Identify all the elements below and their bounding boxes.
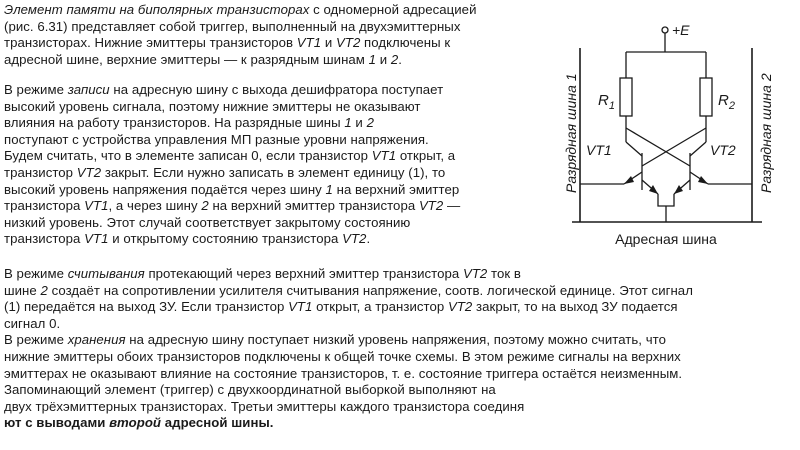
intro-line-2: (рис. 6.31) представляет собой триггер, выполненный на двухэмиттерных <box>4 18 461 34</box>
transistor-vt2 <box>674 142 708 194</box>
vt2-label: VT2 <box>710 142 736 158</box>
resistor-r2 <box>700 78 712 116</box>
read-line-1: В режиме считывания протекающий через верхний эмиттер транзистора VT2 ток в <box>4 266 521 281</box>
write-mode-term: записи <box>67 82 110 97</box>
r1-label: $R_1$ <box>598 92 615 112</box>
intro-line-1: Элемент памяти на биполярных транзисторах с одномерной адресацией <box>4 2 477 17</box>
supply-label: +E <box>672 22 690 38</box>
address-bus-label: Адресная шина <box>615 231 717 247</box>
r2-label: $R_2$ <box>718 92 735 112</box>
store-line-5: двух трёхэмиттерных транзисторах. Третьи эмиттеры каждого транзистора соединя <box>4 398 525 414</box>
write-line-9: низкий уровень. Этот случай соответствует закрытому состоянию <box>4 214 411 230</box>
read-line-4: сигнал 0. <box>4 315 61 331</box>
write-line-7: высокий уровень напряжения подаётся через шину 1 на верхний эмиттер <box>4 181 460 197</box>
bit-line-1-label: Разрядная шина 1 <box>563 73 579 193</box>
supply-wire <box>626 33 706 78</box>
flip-flop-circuit-diagram <box>562 8 792 258</box>
intro-line-4: адресной шине, верхние эмиттеры — к разрядным шинам 1 и 2. <box>4 51 402 67</box>
read-mode-term: считывания <box>67 266 145 281</box>
supply-terminal <box>662 27 668 33</box>
store-line-4: Запоминающий элемент (триггер) с двухкоординатной выборкой выполняют на <box>4 382 496 398</box>
transistor-vt1 <box>624 142 658 194</box>
write-line-4: поступают с устройства управления МП разные уровни напряжения. <box>4 131 429 147</box>
write-mode-paragraph <box>4 82 529 248</box>
bit-line-2-label: Разрядная шина 2 <box>758 73 774 193</box>
intro-paragraph <box>4 2 524 68</box>
store-mode-term: хранения <box>67 332 126 348</box>
address-bus-connection <box>658 194 674 222</box>
store-line-1: В режиме хранения на адресную шину поступает низкий уровень напряжения, поэтому можно считать, что <box>4 332 666 348</box>
read-store-paragraph <box>4 266 796 432</box>
vt1-label: VT1 <box>586 142 612 158</box>
write-line-6: транзистор VT2 закрыт. Если нужно записать в элемент единицу (1), то <box>4 164 446 180</box>
write-line-10: транзистора VT1 и открытому состоянию транзистора VT2. <box>4 231 371 247</box>
collector-wires <box>626 116 706 142</box>
write-line-2: высокий уровень сигнала, поэтому нижние эмиттеры не оказывают <box>4 98 421 114</box>
write-line-5: Будем считать, что в элементе записан 0, если транзистор VT1 открыт, а <box>4 148 456 164</box>
cross-coupling-wires <box>626 128 706 166</box>
write-line-3: влияния на работу транзисторов. На разрядные шины 1 и 2 <box>4 115 374 131</box>
intro-line-3: транзисторах. Нижние эмиттеры транзисторов VT1 и VT2 подключены к <box>4 35 451 51</box>
write-line-8: транзистора VT1, а через шину 2 на верхний эмиттер транзистора VT2 — <box>4 198 461 214</box>
store-line-3: эмиттерах не оказывают влияние на состояние транзисторов, т. е. состояние триггера остаётся неизменным. <box>4 365 683 381</box>
store-line-2: нижние эмиттеры обоих транзисторов подключены к общей точке схемы. В этом режиме сигналы на верхних <box>4 348 681 364</box>
read-line-3: (1) передаётся на выход ЗУ. Если транзистор VT1 открыт, а транзистор VT2 закрыт, то на выход ЗУ подается <box>4 299 678 315</box>
store-line-6: ют с выводами второй адресной шины. <box>4 415 274 431</box>
resistor-r1 <box>620 78 632 116</box>
write-line-1: В режиме записи на адресную шину с выхода дешифратора поступает <box>4 82 444 97</box>
read-line-2: шине 2 создаёт на сопротивлении усилителя считывания напряжение, соотв. логической единице. Этот сигнал <box>4 282 693 298</box>
intro-title: Элемент памяти на биполярных транзисторах <box>4 2 310 17</box>
